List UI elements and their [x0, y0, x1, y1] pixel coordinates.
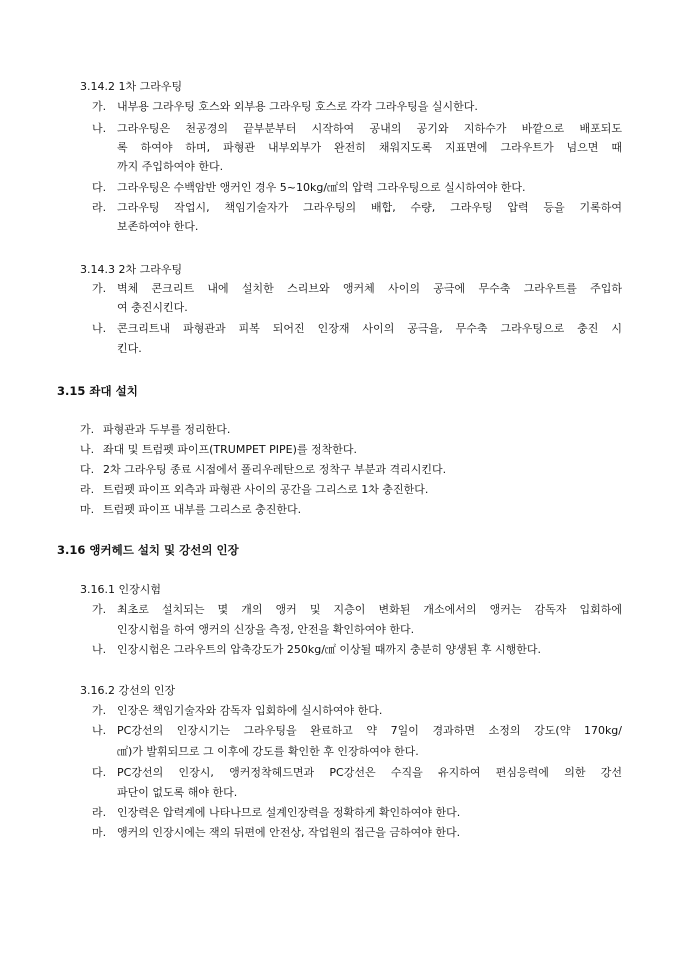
subsection-title: 3.14.2 1차 그라우팅	[80, 80, 183, 93]
list-marker: 마.	[80, 503, 95, 516]
list-marker: 라.	[92, 806, 107, 819]
section-heading: 3.15 좌대 설치	[57, 384, 138, 398]
list-item-text: 앵커의 인장시에는 잭의 뒤편에 안전상, 작업원의 접근을 금하여야 한다.	[117, 826, 461, 839]
list-item-text: 록 하여야 하며, 파형관 내부외부가 완전히 채워지도록 지표면에 그라우트가 넘으면 때	[117, 141, 622, 154]
list-item-text: 그라우팅은 천공경의 끝부분부터 시작하여 공내의 공기와 지하수가 바깥으로 배포되도	[117, 122, 622, 135]
list-item-text: 파단이 없도록 해야 한다.	[117, 786, 238, 799]
list-item-text: 콘크리트내 파형관과 피복 되어진 인장재 사이의 공극을, 무수축 그라우팅으로 충진 시	[117, 322, 622, 335]
list-item-text: 인장시험은 그라우트의 압축강도가 250kg/㎠ 이상될 때까지 충분히 양생된 후 시행한다.	[117, 643, 542, 656]
list-item-text: 보존하여야 한다.	[117, 220, 199, 233]
list-item-text: 벽체 콘크리트 내에 설치한 스리브와 앵커체 사이의 공극에 무수축 그라우트를 주입하	[117, 282, 622, 295]
list-marker: 라.	[92, 201, 107, 214]
list-marker: 가.	[92, 282, 107, 295]
list-item-text: 인장력은 압력계에 나타나므로 설계인장력을 정확하게 확인하여야 한다.	[117, 806, 461, 819]
list-item-text: PC강선의 인장시기는 그라우팅을 완료하고 약 7일이 경과하면 소정의 강도(약 170kg/	[117, 724, 622, 737]
subsection-title: 3.14.3 2차 그라우팅	[80, 263, 183, 276]
list-item-text: 킨다.	[117, 342, 142, 355]
list-item-text: 여 충진시킨다.	[117, 301, 188, 314]
list-item-text: 2차 그라우팅 종료 시점에서 폴리우레탄으로 정착구 부분과 격리시킨다.	[103, 463, 447, 476]
list-marker: 가.	[92, 603, 107, 616]
section-heading: 3.16 앵커헤드 설치 및 강선의 인장	[57, 543, 239, 557]
list-item-text: 내부용 그라우팅 호스와 외부용 그라우팅 호스로 각각 그라우팅을 실시한다.	[117, 100, 478, 113]
subsection-title: 3.16.1 인장시험	[80, 583, 161, 596]
list-marker: 나.	[92, 724, 107, 737]
list-item-text: 그라우팅은 수백암반 앵커인 경우 5~10kg/㎠의 압력 그라우팅으로 실시하여야 한다.	[117, 181, 526, 194]
list-marker: 나.	[92, 122, 107, 135]
list-marker: 가.	[80, 423, 95, 436]
subsection-title: 3.16.2 강선의 인장	[80, 684, 176, 697]
list-item-text: 인장시험을 하여 앵커의 신장을 측정, 안전을 확인하여야 한다.	[117, 623, 415, 636]
list-marker: 가.	[92, 704, 107, 717]
list-item-text: 까지 주입하여야 한다.	[117, 160, 224, 173]
list-item-text: ㎠)가 발휘되므로 그 이후에 강도를 확인한 후 인장하여야 한다.	[117, 745, 419, 758]
list-item-text: 트럼펫 파이프 외측과 파형관 사이의 공간을 그리스로 1차 충진한다.	[103, 483, 429, 496]
list-marker: 나.	[80, 443, 95, 456]
list-item-text: 파형관과 두부를 정리한다.	[103, 423, 231, 436]
list-item-text: 그라우팅 작업시, 책임기술자가 그라우팅의 배합, 수량, 그라우팅 압력 등을 기록하여	[117, 201, 622, 214]
list-marker: 나.	[92, 643, 107, 656]
list-item-text: 최초로 설치되는 몇 개의 앵커 및 지층이 변화된 개소에서의 앵커는 감독자 입회하에	[117, 603, 622, 616]
list-marker: 나.	[92, 322, 107, 335]
list-item-text: 좌대 및 트럼펫 파이프(TRUMPET PIPE)를 정착한다.	[103, 443, 357, 456]
list-marker: 라.	[80, 483, 95, 496]
list-marker: 다.	[92, 766, 107, 779]
list-item-text: PC강선의 인장시, 앵커정착헤드면과 PC강선은 수직을 유지하여 편심응력에 의한 강선	[117, 766, 622, 779]
list-item-text: 인장은 책임기술자와 감독자 입회하에 실시하여야 한다.	[117, 704, 383, 717]
list-marker: 가.	[92, 100, 107, 113]
list-marker: 다.	[80, 463, 95, 476]
list-marker: 마.	[92, 826, 107, 839]
list-marker: 다.	[92, 181, 107, 194]
list-item-text: 트럼펫 파이프 내부를 그리스로 충진한다.	[103, 503, 302, 516]
